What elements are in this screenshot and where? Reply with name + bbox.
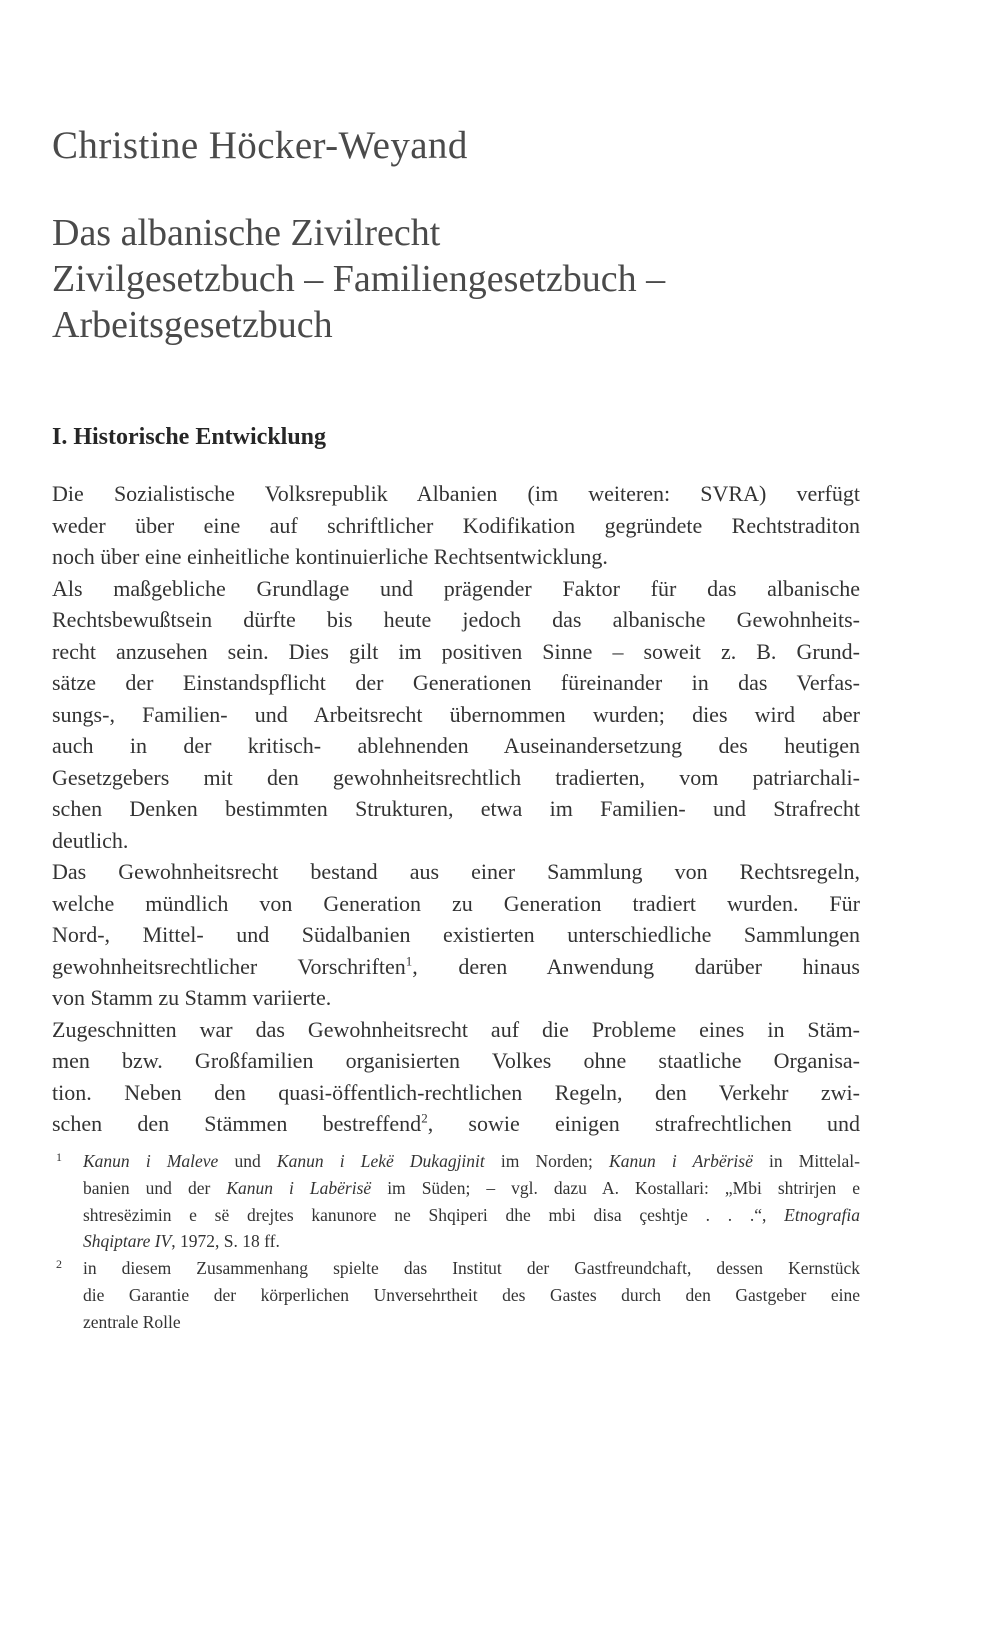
footnote-text: im Süden; – vgl. dazu A. Kostallari: „Mbi shtrirjen e	[371, 1177, 860, 1198]
body-line: sätze der Einstandspflicht der Generationen füreinander in das Verfas-	[52, 670, 860, 695]
footnote-text: und	[218, 1151, 277, 1171]
body-line	[52, 951, 860, 983]
body-text-fragment: , sowie einigen strafrechtlichen und	[427, 1111, 860, 1136]
footnote-2	[52, 1255, 860, 1335]
footnote-number: 1	[56, 1150, 62, 1164]
source-title: Etnografia	[784, 1204, 860, 1225]
footnote-ref: 2	[421, 1110, 428, 1126]
body-line: Als maßgebliche Grundlage und prägender Faktor für das albanische	[52, 575, 860, 601]
body-line: auch in der kritisch- ablehnenden Auseinandersetzung des heutigen	[52, 733, 860, 758]
footnote-line: die Garantie der körperlichen Unversehrtheit des Gastes durch den Gastgeber eine	[83, 1284, 860, 1305]
source-title: Kanun i Arbërisë	[609, 1151, 753, 1171]
body-line: Die Sozialistische Volksrepublik Albanien (im weiteren: SVRA) verfügt	[52, 481, 860, 506]
body-line: deutlich.	[52, 827, 129, 853]
body-line: Das Gewohnheitsrecht bestand aus einer Sammlung von Rechtsregeln,	[52, 859, 860, 884]
document-title	[52, 210, 665, 348]
title-line: Zivilgesetzbuch – Familiengesetzbuch –	[52, 258, 666, 300]
body-line: weder über eine auf schriftlicher Kodifikation gegründete Rechtstraditon	[52, 512, 860, 538]
section-heading: I. Historische Entwicklung	[52, 424, 327, 450]
author-name: Christine Höcker-Weyand	[52, 124, 468, 167]
footnote-1	[52, 1148, 860, 1255]
body-text-fragment: gewohnheitsrechtlicher Vorschriften	[52, 953, 406, 979]
body-line: men bzw. Großfamilien organisierten Volkes ohne staatliche Organisa-	[52, 1048, 860, 1073]
body-line: Zugeschnitten war das Gewohnheitsrecht auf die Probleme eines in Stäm-	[52, 1016, 860, 1042]
body-line: Rechtsbewußtsein dürfte bis heute jedoch das albanische Gewohnheits-	[52, 607, 860, 632]
body-line: recht anzusehen sein. Dies gilt im positiven Sinne – soweit z. B. Grund-	[52, 638, 860, 664]
footnote-line: in diesem Zusammenhang spielte das Institut der Gastfreundchaft, dessen Kernstück	[83, 1258, 860, 1279]
body-text-fragment: schen den Stämmen bestreffend	[52, 1111, 422, 1136]
title-line: Arbeitsgesetzbuch	[52, 304, 333, 346]
footnote-number: 2	[56, 1257, 62, 1272]
body-line: noch über eine einheitliche kontinuierliche Rechtsentwicklung.	[52, 544, 608, 569]
body-line: Nord-, Mittel- und Südalbanien existierten unterschiedliche Sammlungen	[52, 922, 860, 947]
title-line: Das albanische Zivilrecht	[52, 212, 441, 254]
body-line: sungs-, Familien- und Arbeitsrecht übernommen wurden; dies wird aber	[52, 701, 860, 727]
footnote-text: , 1972, S. 18 ff.	[171, 1231, 280, 1252]
footnote-line	[83, 1228, 860, 1255]
footnote-line	[83, 1148, 860, 1175]
footnote-text: shtresëzimin e së drejtes kanunore ne Shqiperi dhe mbi disa çeshtje . . .“,	[83, 1204, 785, 1225]
source-title: Kanun i Maleve	[83, 1151, 219, 1171]
body-text-fragment: , deren Anwendung darüber hinaus	[412, 953, 860, 979]
footnote-line: zentrale Rolle	[83, 1311, 181, 1332]
source-title: Kanun i Labërisë	[226, 1177, 372, 1198]
body-line	[52, 1108, 860, 1140]
body-line: tion. Neben den quasi-öffentlich-rechtlichen Regeln, den Verkehr zwi-	[52, 1079, 860, 1105]
footnote-line	[83, 1202, 860, 1229]
body-text	[52, 478, 860, 1140]
body-line: Gesetzgebers mit den gewohnheitsrechtlich tradierten, vom patriarchali-	[52, 764, 860, 790]
footnote-line	[83, 1175, 860, 1202]
footnote-text: banien und der	[83, 1177, 227, 1198]
footnote-ref: 1	[405, 953, 413, 969]
source-title: Shqiptare IV	[83, 1231, 172, 1252]
body-line: welche mündlich von Generation zu Generation tradiert wurden. Für	[52, 890, 860, 916]
footnotes	[52, 1148, 860, 1336]
source-title: Kanun i Lekë Dukagjinit	[276, 1151, 485, 1171]
footnote-text: im Norden;	[484, 1151, 610, 1171]
body-line: schen Denken bestimmten Strukturen, etwa im Familien- und Strafrecht	[52, 796, 860, 821]
body-line: von Stamm zu Stamm variierte.	[52, 985, 332, 1010]
footnote-text: in Mittelal-	[752, 1151, 860, 1171]
